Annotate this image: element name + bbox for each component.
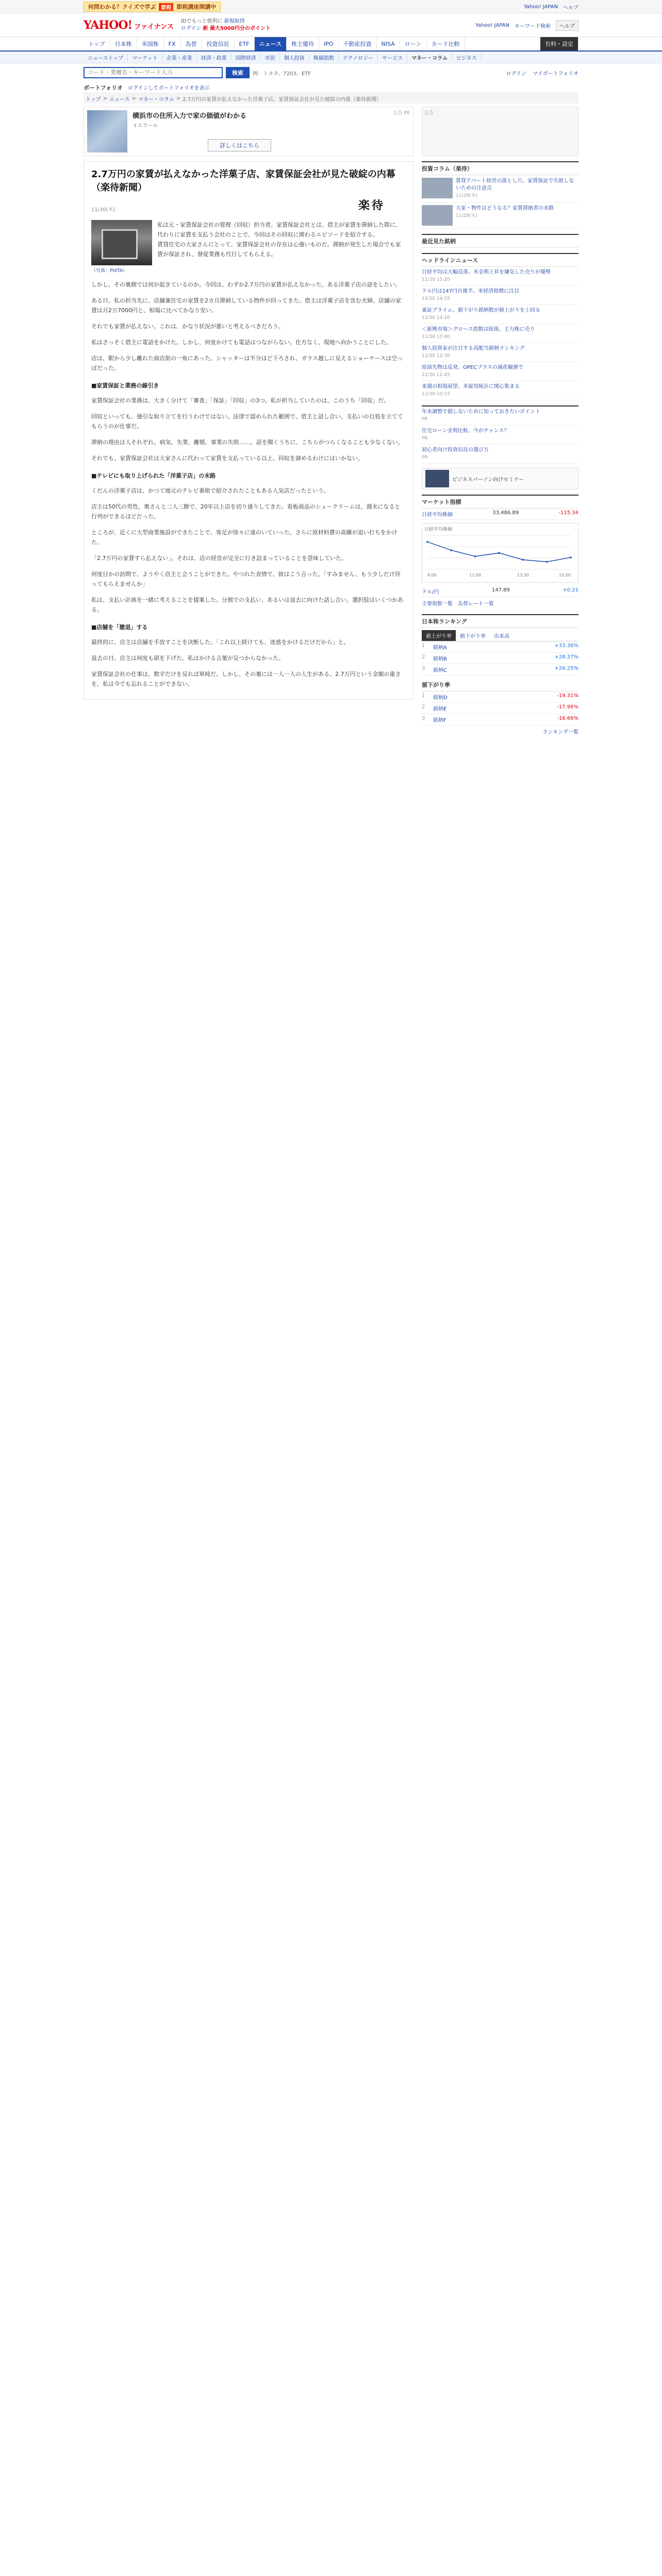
- article-heading: ■家賃保証と業務の線引き: [91, 382, 159, 389]
- headline-item[interactable]: [422, 286, 578, 305]
- ranking-stock-name[interactable]: 銘柄E: [433, 706, 447, 712]
- headline-item[interactable]: [422, 267, 578, 286]
- chart-series-line: [427, 542, 571, 562]
- header-right: [475, 20, 578, 31]
- article-heading: ■テレビにも取り上げられた「洋菓子店」の末路: [91, 472, 216, 479]
- ranking-stock-name[interactable]: 銘柄F: [433, 718, 446, 723]
- ranking-change: -19.31%: [557, 693, 578, 699]
- top-link-yahoo[interactable]: Yahoo! JAPAN: [524, 4, 558, 10]
- headline-news: [422, 253, 578, 400]
- related-link[interactable]: 大家・物件はどうなる？家賃滞納者の末路: [456, 206, 554, 211]
- header-help-button[interactable]: ヘルプ: [556, 20, 578, 31]
- sponsored-link-item[interactable]: [422, 406, 578, 426]
- ranking-change: -16.66%: [557, 716, 578, 721]
- article-paragraph: 何度目かの訪問で、ようやく店主と会うことができた。やつれた表情で、彼はこう言った。「すみません、もう少しだけ待ってもらえませんか」: [91, 571, 401, 587]
- headline-time: 11/30 11:45: [422, 372, 450, 378]
- logo-finance: ファイナンス: [134, 23, 174, 31]
- market-link-fx[interactable]: 為替レート一覧: [458, 601, 494, 607]
- top-ad-bar: [0, 0, 662, 13]
- main-nav: [0, 37, 662, 52]
- header-point-promo: 新 最大5000円分のポイント: [203, 26, 271, 31]
- top-ad-highlight: 節税講座開講中: [176, 4, 217, 10]
- nav-item[interactable]: NISA: [377, 37, 400, 50]
- subnav-item[interactable]: ビジネス: [452, 54, 482, 61]
- chart-point: [522, 559, 524, 561]
- headline-link[interactable]: 日経平均は大幅反落、米金利上昇を嫌気した売りが優勢: [422, 269, 551, 275]
- breadcrumb-sep-3: >: [176, 95, 181, 101]
- subnav-item[interactable]: 企業・産業: [162, 54, 197, 61]
- headline-item[interactable]: [422, 362, 578, 381]
- article-paragraph: くだんの洋菓子店は、かつて地元のテレビ番組で紹介されたこともある人気店だったという。: [91, 487, 329, 494]
- search-button[interactable]: 検索: [226, 67, 250, 78]
- breadcrumb-news[interactable]: ニュース: [109, 96, 130, 103]
- ad-cta-button[interactable]: 詳しくはこちら: [208, 139, 271, 151]
- nav-item[interactable]: ニュース: [255, 37, 287, 50]
- article-photo-image: [91, 220, 152, 265]
- top-ad-badge: 節税: [159, 3, 173, 11]
- market-link-indices[interactable]: 主要指数一覧: [422, 601, 453, 607]
- recent-stocks: [422, 234, 578, 248]
- chart-point: [498, 552, 500, 554]
- ranking-rank: 1: [422, 693, 425, 699]
- ranking-rank: 1: [422, 643, 425, 649]
- ad-sponsor: イエウール: [133, 123, 158, 129]
- sponsored-label: PR: [422, 417, 428, 422]
- headline-time: 11/30 14:10: [422, 315, 450, 320]
- header-link-search[interactable]: キーワード検索: [515, 23, 551, 29]
- sub-nav: [0, 52, 662, 63]
- nikkei-chart: [422, 523, 578, 583]
- market-change: -115.34: [558, 510, 578, 516]
- related-time: 11/29(水): [456, 193, 477, 198]
- portfolio-label: ポートフォリオ: [84, 84, 123, 91]
- login-link[interactable]: ログイン: [180, 26, 202, 31]
- market-value: 147.89: [491, 587, 510, 593]
- nav-item[interactable]: FX: [164, 37, 181, 50]
- sponsored-link-item[interactable]: [422, 445, 578, 464]
- article-paragraph: 店は、駅から少し離れた商店街の一角にあった。シャッターは半分ほど下ろされ、ガラス越しに見えるショーケースは空っぽだった。: [91, 355, 403, 371]
- sidebar-ad-label: 広告: [424, 111, 434, 116]
- chart-x-tick-label: 15:00: [558, 573, 571, 578]
- related-columns-title: 投資コラム（楽待）: [422, 162, 578, 175]
- related-time: 11/28(火): [456, 213, 477, 218]
- ranking-down-title: 値下がり率: [422, 679, 578, 691]
- chart-point: [426, 541, 428, 543]
- breadcrumb-sep-1: >: [103, 95, 108, 101]
- header-account-links: [181, 18, 271, 32]
- related-thumb: [422, 205, 453, 226]
- ranking-rank: 2: [422, 654, 425, 660]
- recent-stocks-title: 最近見た銘柄: [422, 235, 578, 248]
- ranking-tab-up[interactable]: 値上がり率: [422, 630, 456, 641]
- ad-title: 横浜市の住所入力で家の価値がわかる: [133, 112, 247, 120]
- chart-point: [570, 556, 572, 558]
- headline-item[interactable]: [422, 324, 578, 343]
- portfolio-row: [0, 82, 662, 93]
- promo-ad-box[interactable]: [84, 107, 413, 156]
- ranking-change: +33.36%: [554, 643, 578, 649]
- sponsored-label: PR: [422, 436, 428, 441]
- breadcrumb-current: 2.7万円の家賃が払えなかった洋菓子店、家賃保証会社が見た破綻の内幕（楽待新聞）: [183, 96, 382, 103]
- breadcrumb: [0, 93, 662, 104]
- search-hints: 例：トヨタ、7203、ETF: [253, 71, 311, 77]
- headline-time: 11/30 14:55: [422, 296, 450, 301]
- nav-item[interactable]: トップ: [84, 37, 110, 50]
- breadcrumb-top[interactable]: トップ: [86, 96, 101, 103]
- nav-settings[interactable]: 有料・設定: [540, 37, 578, 50]
- ranking-row[interactable]: [422, 653, 578, 664]
- breadcrumb-sep-2: >: [131, 95, 136, 101]
- article-paragraph: 滞納の理由は人それぞれ。病気、失業、離婚、事業の失敗……。話を聞くうちに、こちらがつらくなることも少なくない。: [91, 439, 404, 446]
- ranking-row[interactable]: [422, 691, 578, 703]
- nav-item[interactable]: 投資信託: [202, 37, 235, 50]
- ranking-change: +26.25%: [554, 666, 578, 671]
- ranking-more-link[interactable]: ランキング一覧: [542, 730, 578, 735]
- ranking-rank: 3: [422, 716, 425, 721]
- my-portfolio-link[interactable]: マイポートフォリオ: [533, 71, 578, 77]
- yahoo-finance-logo[interactable]: [84, 19, 174, 32]
- ranking-title: 日本株ランキング: [422, 615, 578, 628]
- top-link-help[interactable]: ヘルプ: [563, 5, 578, 11]
- headline-link[interactable]: 個人投資家が注目する高配当銘柄ランキング: [422, 346, 525, 351]
- ranking-row[interactable]: [422, 664, 578, 675]
- ranking-stock-name[interactable]: 銘柄D: [433, 695, 448, 701]
- ranking-rank: 2: [422, 704, 425, 710]
- subnav-item[interactable]: テクノロジー: [339, 54, 378, 61]
- sidebar-ad[interactable]: [422, 107, 578, 156]
- subnav-item[interactable]: マネー・コラム: [407, 54, 452, 61]
- ranking-stock-name[interactable]: 銘柄B: [433, 656, 447, 662]
- sponsored-links: [422, 405, 578, 464]
- article-source-logo[interactable]: 楽待: [358, 199, 385, 212]
- ranking-row[interactable]: [422, 641, 578, 653]
- related-columns: [422, 161, 578, 229]
- article-paragraph: 退去の日、店主は何度も頭を下げた。私はかける言葉が見つからなかった。: [91, 655, 284, 662]
- ranking-tab-down[interactable]: 値下がり率: [460, 634, 486, 639]
- headline-time: 11/30 12:30: [422, 353, 450, 359]
- ranking-change: +28.37%: [554, 654, 578, 660]
- stock-ranking: [422, 614, 578, 737]
- chart-x-tick-label: 9:00: [427, 573, 437, 578]
- sidebar: [422, 107, 578, 737]
- ranking-stock-name[interactable]: 銘柄A: [433, 645, 447, 651]
- article-paragraph: 家賃保証会社の仕事は、数字だけを見れば単純だ。しかし、その裏には一人一人の人生がある。2.7万円という金額の重さを、私は今でも忘れることができない。: [91, 671, 401, 687]
- banner-image: [425, 470, 449, 487]
- banner-text: ビジネスパーソン向けセミナー: [452, 477, 524, 483]
- nav-item[interactable]: 米国株: [137, 37, 164, 50]
- article-title: 2.7万円の家賃が払えなかった洋菓子店、家賃保証会社が見た破綻の内幕（楽待新聞）: [91, 169, 395, 193]
- subnav-item[interactable]: 市況: [261, 54, 280, 61]
- market-row-nikkei[interactable]: [422, 509, 578, 520]
- chart-point: [451, 549, 453, 551]
- article-paragraph: ところが、近くに大型商業施設ができたことで、客足が徐々に遠のいていった。さらに原材料費の高騰が追い打ちをかけた。: [91, 529, 398, 546]
- chart-label: 日経平均株価: [424, 527, 453, 532]
- register-link[interactable]: 新規取得: [224, 19, 245, 24]
- article-paragraph: 家賃保証会社の業務は、大きく分けて「審査」「保証」「回収」の3つ。私が担当していたのは、このうち「回収」だ。: [91, 397, 390, 404]
- nav-item[interactable]: IPO: [319, 37, 339, 50]
- article-photo-caption: （写真：PIXTA）: [91, 268, 128, 274]
- sponsored-label: PR: [422, 455, 428, 460]
- nav-item[interactable]: 不動産投資: [339, 37, 377, 50]
- article-paragraph: しかし、その裏側では何が起きているのか。今回は、わずか2.7万円の家賃が払えなかった、ある洋菓子店の話をしたい。: [91, 281, 401, 288]
- article-paragraph: それでも家賃が払えない。これは、かなり状況が悪いと考えるべきだろう。: [91, 323, 284, 330]
- article-paragraph: 私はさっそく借主に電話をかけた。しかし、何度かけても電話はつながらない。仕方なく、現地へ向かうことにした。: [91, 339, 392, 346]
- top-ad-banner[interactable]: [84, 2, 221, 12]
- article-paragraph: 賃貸住宅の大家さんにとって、家賃保証会社の存在は心強いものだ。滞納が発生した場合でも家賃が保証され、督促業務も代行してもらえる。: [157, 241, 401, 258]
- related-item[interactable]: [422, 175, 578, 202]
- subnav-item[interactable]: 国際経済: [231, 54, 261, 61]
- headline-link[interactable]: 来週の相場展望、米雇用統計に関心集まる: [422, 384, 520, 389]
- chart-point: [546, 561, 548, 563]
- market-indicators: [422, 495, 578, 609]
- seminar-banner[interactable]: [422, 468, 578, 489]
- related-link[interactable]: 賃貸アパート経営の落とし穴、家賃保証で失敗しないための注意点: [456, 178, 574, 191]
- article-paragraph: 「2.7万円の家賃すら払えない」。それは、店の経営が完全に行き詰まっていることを意味していた。: [91, 555, 347, 562]
- article-paragraph: 店主は50代の男性。奥さんと二人三脚で、20年以上店を切り盛りしてきた。看板商品のシュークリームは、週末になると行列ができるほどだった。: [91, 503, 401, 520]
- ranking-change: -17.96%: [557, 704, 578, 710]
- headline-time: 11/30 15:20: [422, 277, 450, 282]
- article-paragraph: それでも、家賃保証会社は大家さんに代わって家賃を支払っている以上、回収を諦めるわけにはいかない。: [91, 455, 363, 462]
- article-photo[interactable]: [91, 220, 152, 274]
- article-paragraph: 私は元・家賃保証会社の管理（回収）担当者。家賃保証会社とは、借主が家賃を滞納した際に、代わりに家賃を支払う会社のことで、今回はその回収に関わるエピソードを紹介する。: [157, 222, 401, 238]
- article-heading: ■店舗を「撤退」する: [91, 624, 148, 631]
- ranking-row[interactable]: [422, 714, 578, 725]
- search-right-links: [506, 69, 578, 77]
- article-paragraph: 私は、支払い計画を一緒に考えることを提案した。分割での支払い、あるいは退去に向けた話し合い。選択肢はいくつかある。: [91, 597, 403, 613]
- portfolio-login-link[interactable]: ログインしてポートフォリオを表示: [128, 86, 210, 91]
- headline-link[interactable]: 原油先物は反発、OPECプラスの減産観測で: [422, 365, 523, 370]
- main-column: [84, 107, 413, 737]
- headline-time: 11/30 10:15: [422, 392, 450, 397]
- sponsored-link[interactable]: 初心者向け投資信託の選び方: [422, 447, 489, 453]
- ad-label: 広告 PR: [393, 111, 410, 116]
- nav-item[interactable]: カード比較: [427, 37, 465, 50]
- chart-x-tick-label: 11:00: [469, 573, 482, 578]
- site-header: [0, 13, 662, 37]
- headline-link[interactable]: ドル円は147円台後半、米経済指標に注目: [422, 289, 520, 294]
- market-change: +0.21: [562, 587, 578, 593]
- nav-item[interactable]: 株主優待: [287, 37, 319, 50]
- sponsored-link[interactable]: 年末調整で損しないために知っておきたいポイント: [422, 409, 540, 415]
- top-ad-text: 何問わかる？クイズで学ぶ: [88, 4, 156, 10]
- headline-link[interactable]: 東証プライム、値下がり銘柄数が値上がりを上回る: [422, 308, 540, 313]
- ranking-row[interactable]: [422, 703, 578, 714]
- sponsored-link-item[interactable]: [422, 426, 578, 445]
- market-title: マーケット指標: [422, 496, 578, 509]
- subnav-item[interactable]: サービス: [378, 54, 407, 61]
- headline-item[interactable]: [422, 343, 578, 362]
- header-line1-prefix: IDでもっと便利に: [180, 19, 223, 24]
- article: [84, 161, 413, 700]
- ranking-stock-name[interactable]: 銘柄C: [433, 668, 447, 673]
- market-name[interactable]: ドル/円: [422, 589, 439, 595]
- market-value: 33,486.89: [492, 510, 519, 516]
- sponsored-link[interactable]: 住宅ローン金利比較、今がチャンス？: [422, 428, 509, 434]
- search-row: [0, 63, 662, 82]
- nav-item[interactable]: ETF: [235, 37, 255, 50]
- ranking-rank: 3: [422, 666, 425, 671]
- chart-x-tick-label: 13:30: [517, 573, 529, 578]
- subnav-item[interactable]: ニューストップ: [84, 54, 128, 61]
- nav-item[interactable]: 為替: [181, 37, 202, 50]
- nav-item[interactable]: ローン: [400, 37, 427, 50]
- article-paragraph: ある日、私の担当先に、店舗兼住宅の家賃を2カ月滞納している物件が回ってきた。借主は洋菓子店を営む夫婦。店舗の家賃は月2万7000円と、相場に比べてかなり安い。: [91, 297, 401, 314]
- related-item[interactable]: [422, 202, 578, 229]
- article-paragraph: 回収といっても、強引な取り立てを行うわけではない。法律で認められた範囲で、借主と話し合い、支払いの目処を立ててもらうのが仕事だ。: [91, 413, 403, 430]
- header-link-yahoo[interactable]: Yahoo! JAPAN: [475, 22, 509, 28]
- subnav-item[interactable]: 経済・政策: [197, 54, 231, 61]
- headline-time: 11/30 13:40: [422, 334, 450, 340]
- subnav-item[interactable]: マーケット: [128, 54, 162, 61]
- search-input[interactable]: [84, 67, 223, 78]
- headline-item[interactable]: [422, 305, 578, 324]
- ranking-tab-volume[interactable]: 出来高: [494, 634, 509, 639]
- ad-map-image: [87, 110, 127, 152]
- search-login-link[interactable]: ログイン: [506, 71, 527, 77]
- headline-link[interactable]: ＜新興市場＞グロース指数は続落、主力株に売り: [422, 327, 535, 332]
- breadcrumb-column[interactable]: マネー・コラム: [138, 96, 174, 103]
- article-paragraph: 最終的に、店主は店舗を手放すことを決断した。「これ以上続けても、迷惑をかけるだけだから」と。: [91, 639, 350, 646]
- headline-item[interactable]: [422, 381, 578, 400]
- headline-news-title: ヘッドラインニュース: [422, 254, 578, 267]
- subnav-item[interactable]: 個人投資: [280, 54, 309, 61]
- subnav-item[interactable]: 株価指数: [309, 54, 339, 61]
- logo-yahoo: YAHOO!: [84, 19, 133, 32]
- market-name[interactable]: 日経平均株価: [422, 512, 453, 518]
- nav-item[interactable]: 日本株: [110, 37, 137, 50]
- article-time: 11/30(木): [91, 207, 115, 213]
- nikkei-line-chart: [424, 532, 574, 579]
- chart-point: [474, 555, 476, 557]
- market-row-usdjpy[interactable]: [422, 586, 578, 597]
- related-thumb: [422, 178, 453, 198]
